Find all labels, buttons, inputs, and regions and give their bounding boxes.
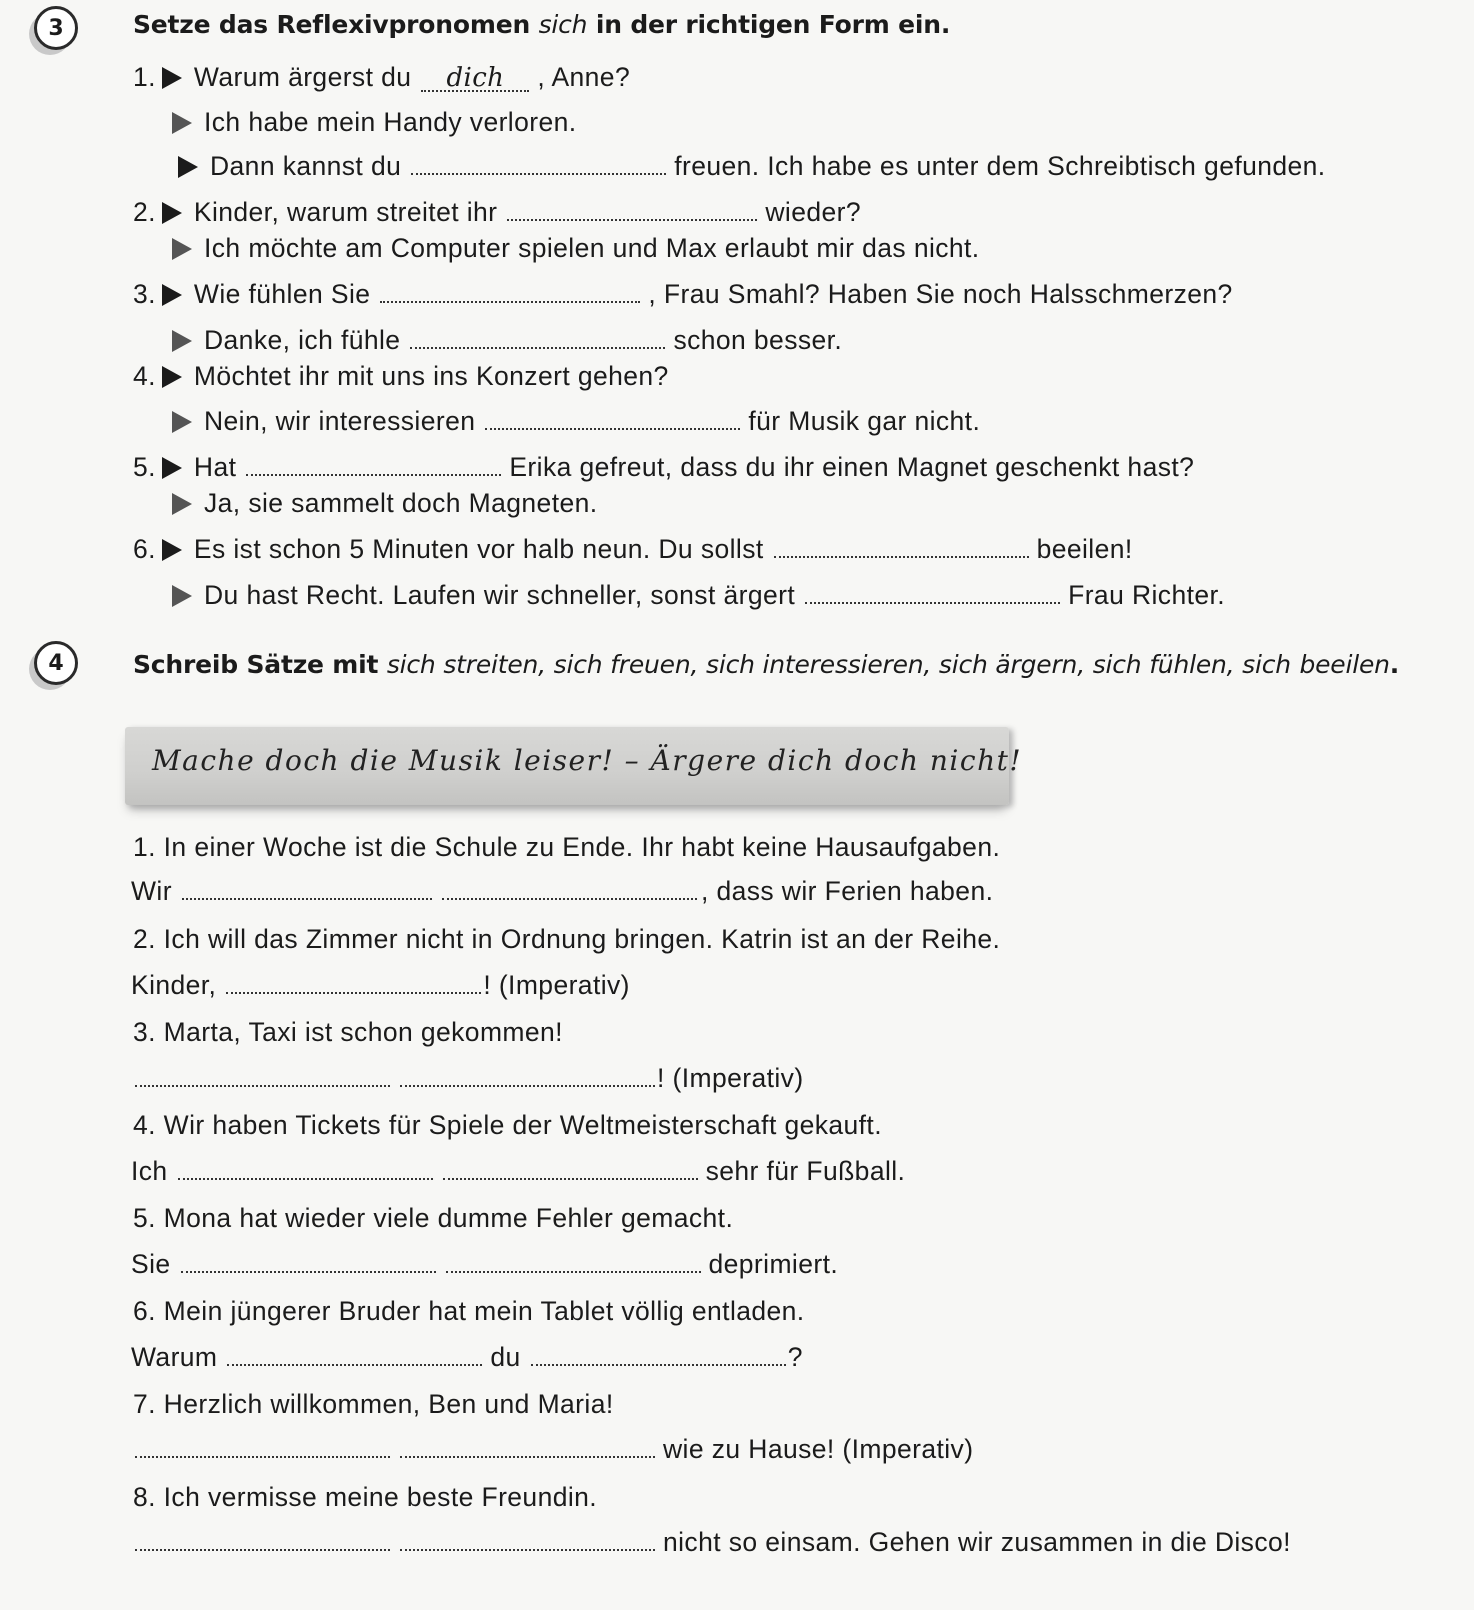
arrow-icon — [162, 366, 182, 388]
answer-blank[interactable] — [182, 876, 432, 900]
exercise-3-number: 3 — [34, 6, 78, 50]
arrow-icon — [162, 202, 182, 224]
answer-blank[interactable] — [178, 1156, 433, 1180]
ex3-item-5-question: 5. Hat Erika gefreut, dass du ihr einen Magnet geschenkt hast? — [133, 452, 1195, 482]
answer-blank[interactable] — [135, 1063, 390, 1087]
answer-blank[interactable] — [135, 1527, 390, 1551]
ex4-item-1-prompt: 1. In einer Woche ist die Schule zu Ende. Ihr habt keine Hausaufgaben. — [133, 832, 1001, 862]
answer-blank[interactable] — [531, 1342, 786, 1366]
exercise-4-instruction: Schreib Sätze mit sich streiten, sich freuen, sich interessieren, sich ärgern, sich fühlen, sich beeilen. — [133, 650, 1400, 679]
arrow-icon — [162, 284, 182, 306]
ex4-item-7-answer: wie zu Hause! (Imperativ) — [125, 1434, 973, 1465]
ex4-item-6-answer: Warum du ? — [131, 1342, 803, 1372]
answer-blank[interactable] — [410, 325, 665, 349]
answer-blank[interactable] — [380, 279, 640, 303]
answer-blank[interactable] — [443, 1156, 698, 1180]
ex4-item-1-answer: Wir , dass wir Ferien haben. — [131, 876, 994, 906]
ex4-item-8-prompt: 8. Ich vermisse meine beste Freundin. — [133, 1482, 598, 1512]
ex4-item-3-prompt: 3. Marta, Taxi ist schon gekommen! — [133, 1017, 563, 1047]
ex3-item-3-question: 3. Wie fühlen Sie , Frau Smahl? Haben Sie noch Halsschmerzen? — [133, 279, 1233, 309]
ex3-item-4-answer: Nein, wir interessieren für Musik gar nicht. — [172, 406, 980, 437]
exercise-4-number: 4 — [34, 641, 78, 685]
arrow-icon — [172, 585, 192, 607]
ex3-item-1-answer-1: Ich habe mein Handy verloren. — [172, 107, 577, 138]
answer-blank[interactable] — [227, 1342, 482, 1366]
ex3-item-3-answer: Danke, ich fühle schon besser. — [172, 325, 842, 356]
arrow-icon — [162, 457, 182, 479]
answer-blank[interactable]: dich — [421, 68, 529, 92]
ex3-item-4-question: 4. Möchtet ihr mit uns ins Konzert gehen? — [133, 361, 669, 391]
answer-blank[interactable] — [400, 1527, 655, 1551]
exercise-3-instruction: Setze das Reflexivpronomen sich in der richtigen Form ein. — [133, 10, 951, 39]
ex3-item-5-answer: Ja, sie sammelt doch Magneten. — [172, 488, 598, 519]
ex3-item-2-question: 2. Kinder, warum streitet ihr wieder? — [133, 197, 861, 227]
arrow-icon — [172, 330, 192, 352]
arrow-icon — [172, 112, 192, 134]
ex4-item-3-answer: ! (Imperativ) — [125, 1063, 804, 1094]
answer-blank[interactable] — [411, 151, 666, 175]
ex4-item-8-answer: nicht so einsam. Gehen wir zusammen in die Disco! — [125, 1527, 1291, 1558]
answer-blank[interactable] — [442, 876, 697, 900]
arrow-icon — [178, 156, 198, 178]
ex3-item-6-answer: Du hast Recht. Laufen wir schneller, sonst ärgert Frau Richter. — [172, 580, 1225, 611]
answer-blank[interactable] — [446, 1249, 701, 1273]
answer-blank[interactable] — [805, 580, 1060, 604]
answer-blank[interactable] — [226, 970, 481, 994]
answer-blank[interactable] — [400, 1434, 655, 1458]
ex4-item-5-answer: Sie deprimiert. — [131, 1249, 839, 1279]
answer-blank[interactable] — [485, 406, 740, 430]
ex4-item-2-answer: Kinder, ! (Imperativ) — [131, 970, 630, 1000]
answer-blank[interactable] — [400, 1063, 655, 1087]
ex3-item-6-question: 6. Es ist schon 5 Minuten vor halb neun. Du sollst beeilen! — [133, 534, 1133, 564]
example-sentence: Mache doch die Musik leiser! – Ärgere dich doch nicht! — [152, 744, 1023, 777]
answer-blank[interactable] — [181, 1249, 436, 1273]
arrow-icon — [172, 493, 192, 515]
answer-blank[interactable] — [246, 452, 501, 476]
ex4-item-6-prompt: 6. Mein jüngerer Bruder hat mein Tablet völlig entladen. — [133, 1296, 805, 1326]
ex4-item-2-prompt: 2. Ich will das Zimmer nicht in Ordnung bringen. Katrin ist an der Reihe. — [133, 924, 1001, 954]
answer-blank[interactable] — [774, 534, 1029, 558]
ex3-item-2-answer: Ich möchte am Computer spielen und Max erlaubt mir das nicht. — [172, 233, 980, 264]
ex3-item-1-answer-2: Dann kannst du freuen. Ich habe es unter dem Schreibtisch gefunden. — [172, 151, 1326, 182]
ex3-item-1-question: 1. Warum ärgerst du dich , Anne? — [133, 62, 631, 93]
ex4-item-4-prompt: 4. Wir haben Tickets für Spiele der Weltmeisterschaft gekauft. — [133, 1110, 882, 1140]
answer-blank[interactable] — [135, 1434, 390, 1458]
arrow-icon — [172, 411, 192, 433]
ex4-item-7-prompt: 7. Herzlich willkommen, Ben und Maria! — [133, 1389, 614, 1419]
answer-blank[interactable] — [507, 197, 757, 221]
arrow-icon — [162, 67, 182, 89]
arrow-icon — [172, 238, 192, 260]
arrow-icon — [162, 539, 182, 561]
ex4-item-4-answer: Ich sehr für Fußball. — [131, 1156, 906, 1186]
ex4-item-5-prompt: 5. Mona hat wieder viele dumme Fehler gemacht. — [133, 1203, 734, 1233]
